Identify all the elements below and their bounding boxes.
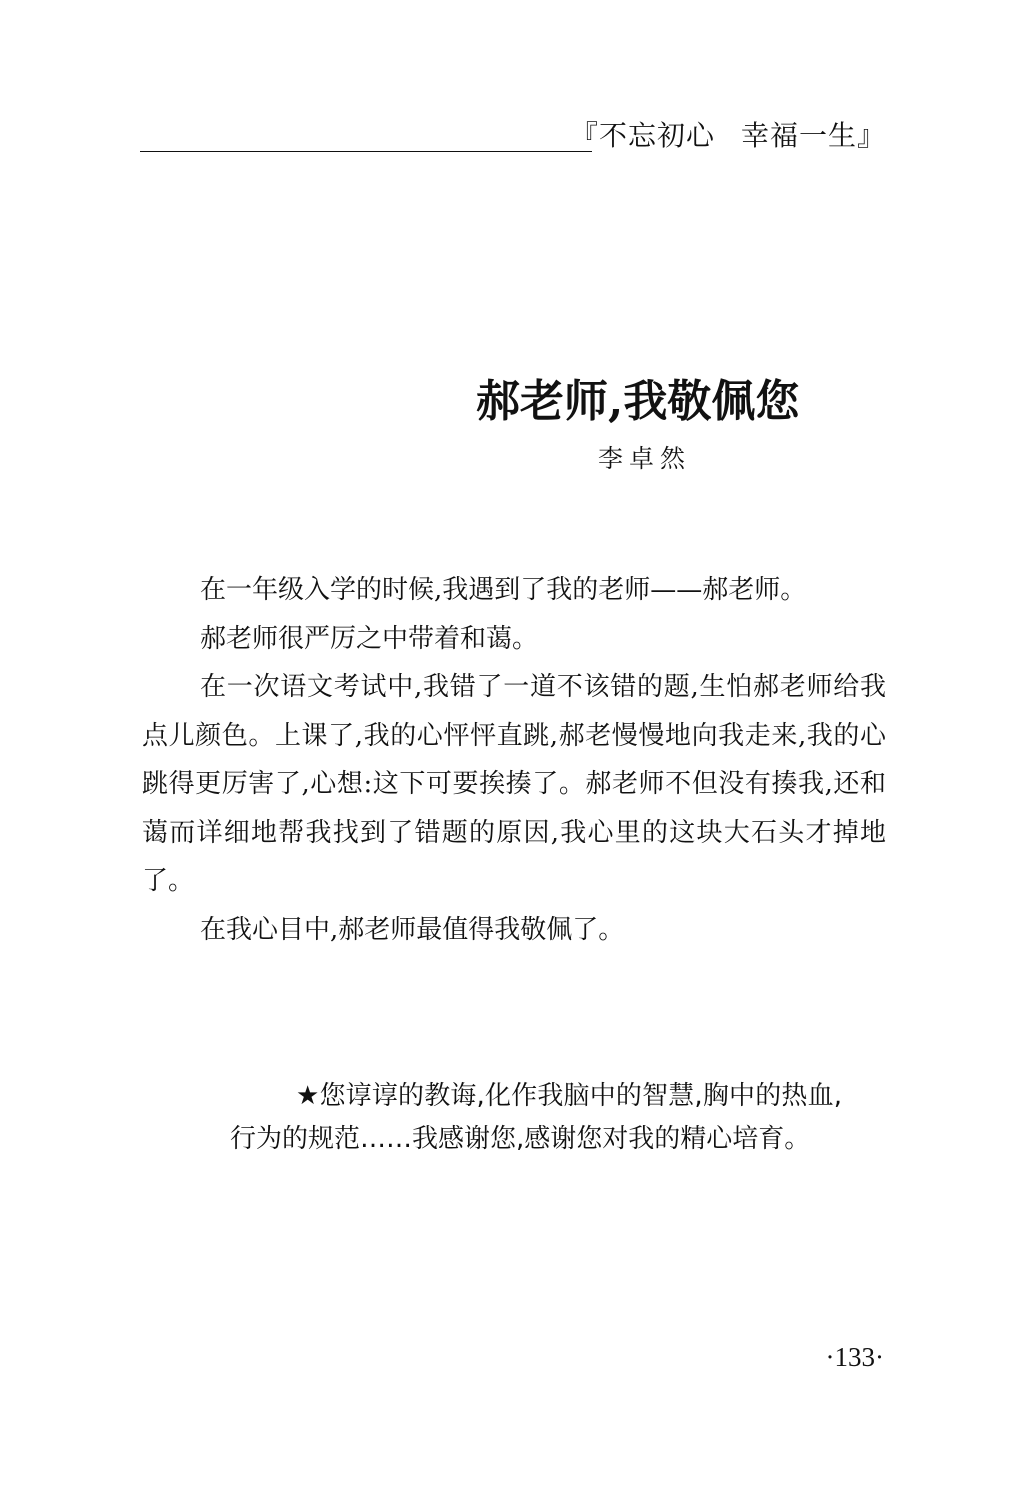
paragraph: 在一次语文考试中,我错了一道不该错的题,生怕郝老师给我点儿颜色。上课了,我的心怦怦直跳,郝老慢慢地向我走来,我的心跳得更厉害了,心想:这下可要挨揍了。郝老师不但没有揍我,还和蔼而详细地帮我找到了错题的原因,我心里的这块大石头才掉地了。: [142, 672, 886, 896]
article-body: [142, 566, 886, 954]
header-close-bracket: 』: [856, 119, 886, 152]
article-title: 郝老师,我敬佩您: [476, 376, 800, 427]
paragraph: 在一年级入学的时候,我遇到了我的老师——郝老师。: [200, 575, 807, 605]
header-title: [570, 118, 886, 154]
header-title-part2: 幸福一生: [740, 119, 857, 152]
paragraph: 郝老师很严厉之中带着和蔼。: [200, 623, 539, 654]
header-title-part1: 不忘初心: [598, 119, 715, 152]
page-number: ·133·: [825, 1342, 884, 1372]
header-rule: [140, 151, 592, 152]
running-header: [140, 118, 886, 158]
paragraph: 在我心目中,郝老师最值得我敬佩了。: [200, 914, 625, 945]
star-icon: ★: [296, 1081, 320, 1111]
note-paragraph: [230, 1075, 842, 1161]
teacher-note: [230, 1075, 842, 1161]
author-name: 李卓然: [598, 444, 692, 473]
note-text: 您谆谆的教诲,化作我脑中的智慧,胸中的热血,行为的规范……我感谢您,感谢您对我的精心培育。: [230, 1081, 843, 1154]
header-open-bracket: 『: [569, 119, 599, 152]
